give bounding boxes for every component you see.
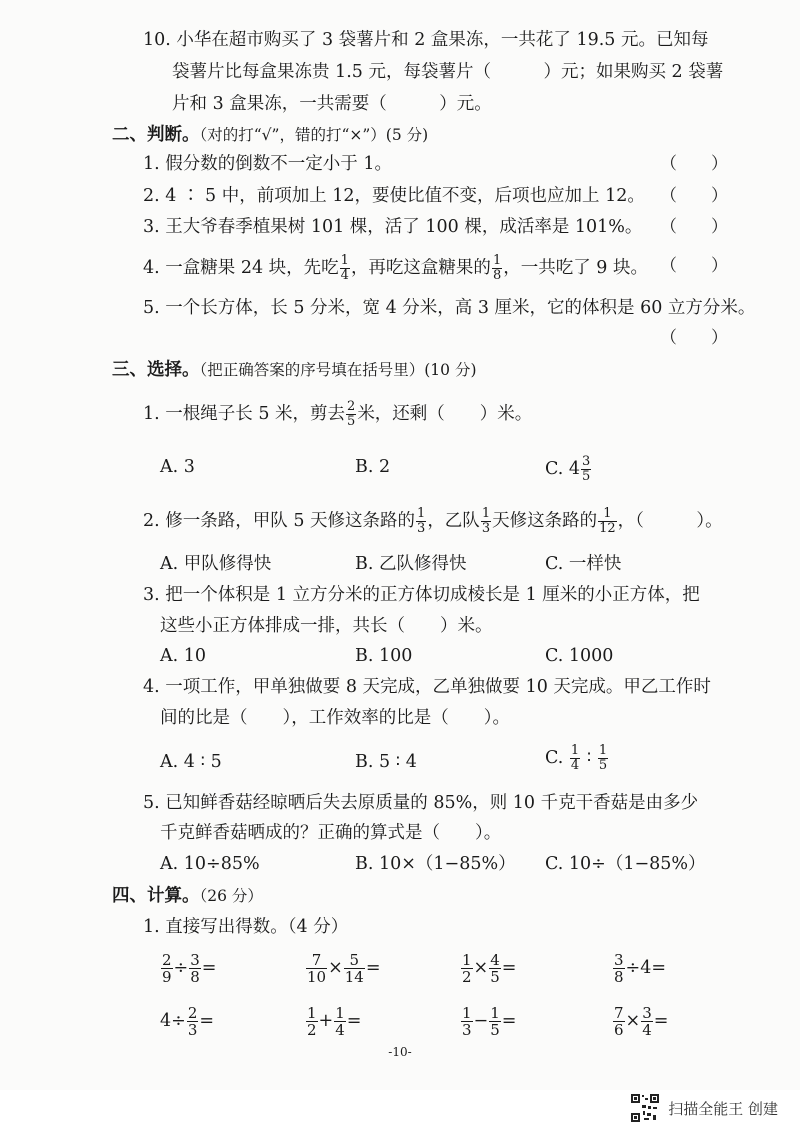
choice-q4-option-c[interactable]: C. $\frac{1}{4}$ ∶ $\frac{1}{5}$	[545, 743, 608, 773]
judge-answer-paren-3[interactable]: （ ）	[660, 217, 728, 237]
choice-q5-option-a[interactable]: A. 10÷85%	[160, 854, 260, 874]
q10-line2: 袋薯片比每盒果冻贵 1.5 元，每袋薯片（ ）元；如果购买 2 袋薯	[172, 62, 724, 82]
choice-q5-line2: 千克鲜香菇晒成的？正确的算式是（ ）。	[160, 823, 502, 843]
choice-q1-option-b[interactable]: B. 2	[355, 457, 391, 477]
q10-line3: 片和 3 盒果冻，一共需要（ ）元。	[172, 94, 492, 114]
choice-q2-option-c[interactable]: C. 一样快	[545, 554, 622, 574]
choice-q1: 1. 一根绳子长 5 米，剪去 $\frac{2}{5}$ 米，还剩（ ）米。	[143, 399, 533, 429]
section2-note: （对的打“√”，错的打“×”）(5 分)	[199, 126, 429, 144]
choice-q3-option-c[interactable]: C. 1000	[545, 646, 614, 666]
choice-q1-option-a[interactable]: A. 3	[160, 457, 195, 477]
choice-q5-line1: 5. 已知鲜香菇经晾晒后失去原质量的 85%，则 10 千克干香菇是由多少	[143, 793, 699, 813]
calc-item-7: $\frac{1}{3}$ − $\frac{1}{5}$ =	[462, 1004, 517, 1039]
scanner-app-label: 扫描全能王 创建	[668, 1099, 778, 1118]
calc-sub1-title: 1. 直接写出得数。（4 分）	[143, 917, 349, 937]
q10-line1: 10. 小华在超市购买了 3 袋薯片和 2 盒果冻，一共花了 19.5 元。已知每	[143, 30, 709, 50]
judge-answer-paren-1[interactable]: （ ）	[660, 154, 728, 174]
choice-q5-option-b[interactable]: B. 10×（1−85%）	[355, 854, 516, 874]
judge-item-4-text-b: ，再吃这盒糖果的	[350, 258, 491, 278]
judge-item-4-text-a: 4. 一盒糖果 24 块，先吃	[143, 258, 339, 278]
choice-q4-line1: 4. 一项工作，甲单独做要 8 天完成，乙单独做要 10 天完成。甲乙工作时	[143, 677, 711, 697]
fraction: $\frac{1}{8}$	[492, 253, 502, 283]
section3-heading	[112, 358, 477, 382]
judge-answer-paren-4[interactable]: （ ）	[660, 256, 728, 276]
fraction: $\frac{1}{4}$	[340, 253, 349, 283]
judge-item-3: 3. 王大爷春季植果树 101 棵，活了 100 棵，成活率是 101%。	[143, 217, 643, 237]
choice-q2-option-a[interactable]: A. 甲队修得快	[160, 554, 272, 574]
fraction: $\frac{1}{5}$	[598, 743, 608, 773]
section3-title: 三、选择。	[112, 360, 200, 380]
fraction: $\frac{1}{3}$	[417, 506, 426, 536]
calc-item-1: $\frac{2}{9}$ ÷ $\frac{3}{8}$ =	[162, 951, 217, 986]
judge-item-4	[143, 254, 648, 283]
section3-note: （把正确答案的序号填在括号里）(10 分)	[199, 361, 477, 379]
choice-q5-option-c[interactable]: C. 10÷（1−85%）	[545, 854, 706, 874]
judge-answer-paren-5[interactable]: （ ）	[660, 328, 728, 348]
judge-item-2: 2. 4 ∶ 5 中，前项加上 12，要使比值不变，后项也应加上 12。	[143, 186, 645, 206]
section2-title: 二、判断。	[112, 125, 200, 145]
fraction: $\frac{3}{5}$	[582, 454, 591, 484]
choice-q2: 2. 修一条路，甲队 5 天修这条路的 $\frac{1}{3}$ ，乙队 $\frac{1}{3}$ 天修这条路的 $\frac{1}{12}$ ，（ ）。	[143, 506, 723, 536]
choice-q4-option-a[interactable]: A. 4 ∶ 5	[160, 752, 222, 772]
choice-q2-option-b[interactable]: B. 乙队修得快	[355, 554, 467, 574]
calc-item-8: $\frac{7}{6}$ × $\frac{3}{4}$ =	[614, 1004, 669, 1039]
choice-q4-option-b[interactable]: B. 5 ∶ 4	[355, 752, 417, 772]
section2-heading	[112, 123, 428, 147]
fraction: $\frac{2}{5}$	[347, 399, 356, 429]
judge-item-5: 5. 一个长方体，长 5 分米，宽 4 分米，高 3 厘米，它的体积是 60 立方分米。	[143, 298, 756, 318]
page-number: -10-	[388, 1045, 412, 1059]
judge-item-4-text-c: ，一共吃了 9 块。	[503, 258, 648, 278]
choice-q1-option-c[interactable]: C. 4 $\frac{3}{5}$	[545, 454, 591, 484]
calc-item-5: 4÷ $\frac{2}{3}$ =	[160, 1004, 215, 1039]
qr-code-icon	[630, 1093, 660, 1123]
calc-item-2: $\frac{7}{10}$ × $\frac{5}{14}$ =	[307, 951, 381, 986]
section4-title: 四、计算。	[112, 886, 200, 906]
fraction: $\frac{1}{4}$	[570, 743, 580, 773]
choice-q3-option-b[interactable]: B. 100	[355, 646, 413, 666]
choice-q4-line2: 间的比是（ ），工作效率的比是（ ）。	[160, 708, 510, 728]
scanner-watermark	[630, 1090, 778, 1126]
calc-item-3: $\frac{1}{2}$ × $\frac{4}{5}$ =	[462, 951, 517, 986]
section4-heading	[112, 884, 263, 908]
fraction: $\frac{1}{3}$	[481, 506, 491, 536]
section4-note: （26 分）	[199, 887, 263, 905]
calc-item-4: $\frac{3}{8}$ ÷4=	[614, 951, 667, 986]
fraction: $\frac{1}{12}$	[599, 506, 616, 536]
choice-q3-line2: 这些小正方体排成一排，共长（ ）米。	[160, 616, 493, 636]
choice-q3-option-a[interactable]: A. 10	[160, 646, 207, 666]
choice-q3-line1: 3. 把一个体积是 1 立方分米的正方体切成棱长是 1 厘米的小正方体，把	[143, 585, 700, 605]
calc-item-6: $\frac{1}{2}$ + $\frac{1}{4}$ =	[307, 1004, 362, 1039]
judge-item-1: 1. 假分数的倒数不一定小于 1。	[143, 154, 392, 174]
judge-answer-paren-2[interactable]: （ ）	[660, 186, 728, 206]
